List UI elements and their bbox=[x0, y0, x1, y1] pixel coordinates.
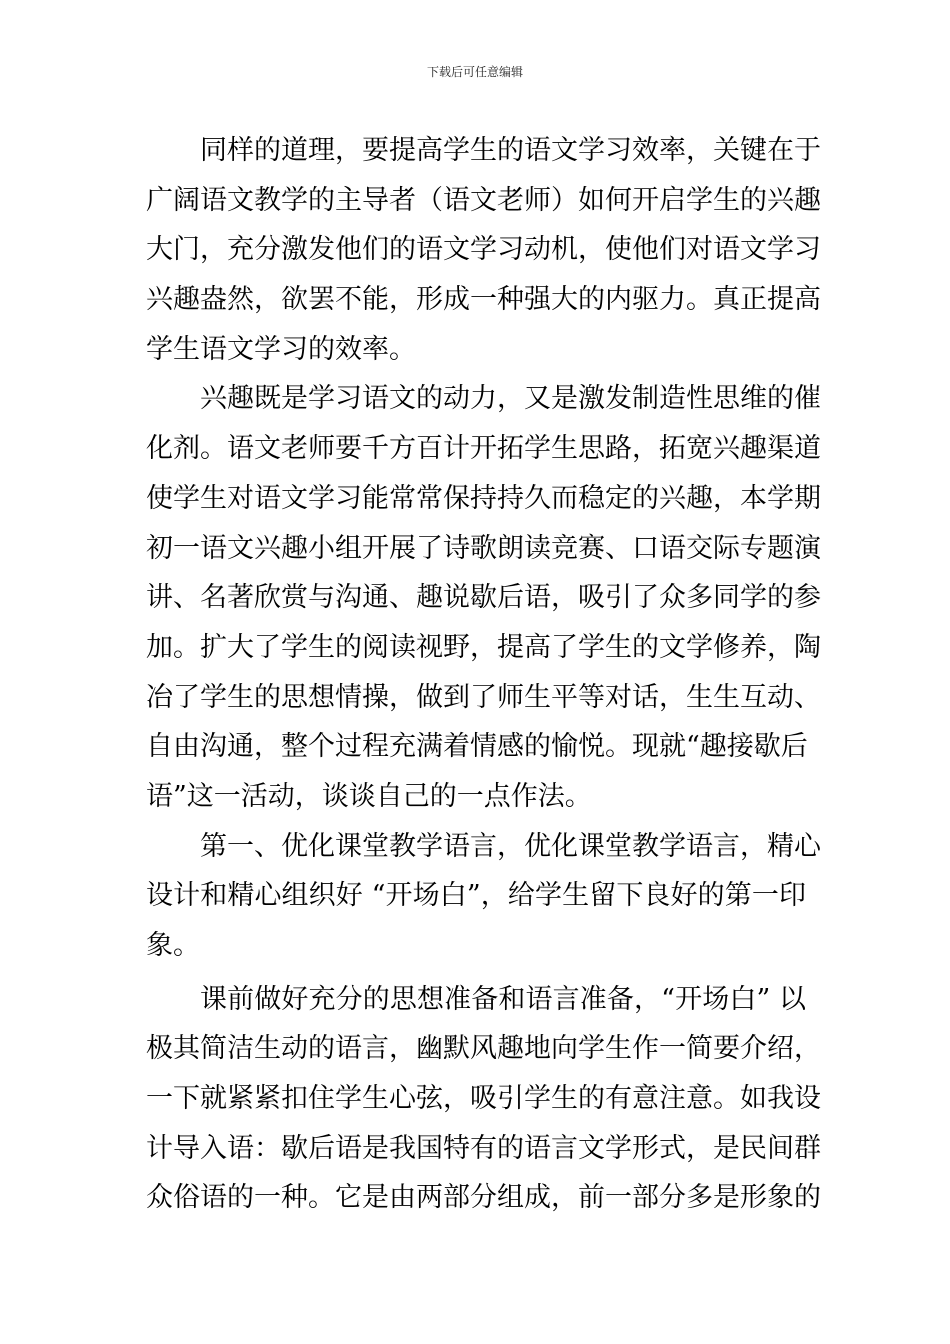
paragraph bbox=[146, 374, 821, 821]
text-line: 一下就紧紧扣住学生心弦，吸引学生的有意注意。如我设 bbox=[146, 1083, 821, 1115]
text-line: 计导入语：歇后语是我国特有的语言文学形式，是民间群 bbox=[146, 1132, 821, 1164]
text-line: 兴趣盎然，欲罢不能，形成一种强大的内驱力。真正提高 bbox=[146, 284, 821, 316]
text-line: 语”这一活动，谈谈自己的一点作法。 bbox=[146, 780, 592, 812]
text-line: 众俗语的一种。它是由两部分组成，前一部分多是形象的 bbox=[146, 1182, 821, 1214]
text-line: 化剂。语文老师要千方百计开拓学生思路，拓宽兴趣渠道 bbox=[146, 433, 821, 465]
text-line: 同样的道理，要提高学生的语文学习效率，关键在于 bbox=[200, 135, 821, 166]
paragraph bbox=[146, 822, 821, 971]
paragraph bbox=[146, 126, 821, 374]
text-line: 设计和精心组织好 “开场白”，给学生留下良好的第一印 bbox=[146, 880, 806, 912]
text-line: 第一、优化课堂教学语言，优化课堂教学语言，精心 bbox=[200, 830, 821, 862]
text-line: 讲、名著欣赏与沟通、趣说歇后语，吸引了众多同学的参 bbox=[146, 582, 821, 614]
text-line: 广阔语文教学的主导者（语文老师）如何开启学生的兴趣 bbox=[146, 184, 821, 216]
text-line: 大门，充分激发他们的语文学习动机，使他们对语文学习 bbox=[146, 234, 821, 266]
text-line: 冶了学生的思想情操，做到了师生平等对话，生生互动、 bbox=[146, 681, 821, 713]
page-header-note: 下载后可任意编辑 bbox=[426, 65, 523, 79]
paragraph bbox=[146, 975, 821, 1223]
document-body bbox=[146, 126, 821, 1223]
text-line: 兴趣既是学习语文的动力，又是激发制造性思维的催 bbox=[200, 383, 821, 415]
text-line: 学生语文学习的效率。 bbox=[146, 333, 416, 365]
text-line: 象。 bbox=[146, 930, 200, 961]
text-line: 使学生对语文学习能常常保持持久而稳定的兴趣，本学期 bbox=[146, 482, 821, 514]
text-line: 初一语文兴趣小组开展了诗歌朗读竞赛、口语交际专题演 bbox=[146, 532, 821, 564]
text-line: 自由沟通，整个过程充满着情感的愉悦。现就“趣接歇后 bbox=[146, 731, 808, 763]
text-line: 加。扩大了学生的阅读视野，提高了学生的文学修养，陶 bbox=[146, 631, 821, 663]
text-line: 课前做好充分的思想准备和语言准备，“开场白” 以 bbox=[200, 983, 806, 1015]
text-line: 极其简洁生动的语言，幽默风趣地向学生作一简要介绍， bbox=[146, 1033, 821, 1065]
